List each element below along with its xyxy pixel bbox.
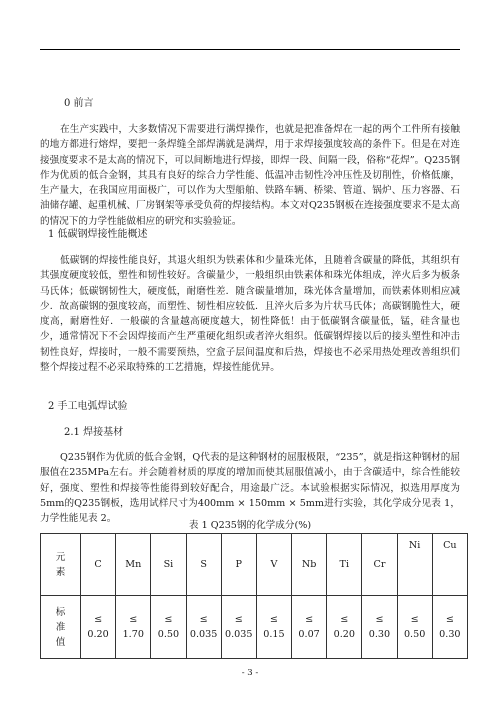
value-cell — [327, 596, 362, 659]
table-1-caption: 表 1 Q235钢的化学成分(%) — [188, 520, 312, 531]
page-number: - 3 - — [241, 668, 259, 678]
value-number: 0.035 — [189, 629, 218, 640]
le-symbol: ≤ — [199, 614, 208, 625]
element-cell — [151, 534, 186, 596]
element-name: V — [270, 559, 278, 570]
element-cell — [186, 534, 221, 596]
element-name: Mn — [125, 559, 142, 570]
header-label-cell — [41, 534, 81, 596]
le-symbol: ≤ — [445, 614, 454, 625]
table-header-row — [41, 534, 468, 596]
element-name: P — [235, 559, 242, 570]
section-2-1-heading: 2.1 焊接基材 — [64, 427, 124, 438]
value-cell — [116, 596, 151, 659]
value-number: 0.30 — [368, 629, 391, 640]
value-cell — [186, 596, 221, 659]
value-cell — [362, 596, 397, 659]
element-cell — [362, 534, 397, 596]
element-name: Nb — [301, 559, 317, 570]
row-label-cell — [41, 596, 81, 659]
preface-heading: 0 前言 — [64, 98, 94, 109]
element-cell — [81, 534, 116, 596]
element-name: Cr — [373, 559, 386, 570]
element-name: C — [94, 559, 102, 570]
value-number: 0.20 — [333, 629, 355, 640]
row-label: 标准值 — [55, 606, 66, 648]
preface-paragraph: 在生产实践中，大多数情况下需要进行满焊操作，也就是把准备焊在一起的两个工件所有接触的地方都进行熔焊，要把一条焊缝全部焊满就是满焊，用于求焊接强度较高的条件下。但是在对连接强度要求不是太高的情况下，可以间断地进行焊接，即焊一段、间隔一段，俗称“花焊”。Q235钢作为优质的低合金钢，其具有良好的综合力学性能、低温冲击韧性冷冲压性及切削性，价格低廉，生产量大，在我国应用面极广，可以作为大型船舶、铁路车辆、桥梁、管道、锅炉、压力容器、石油储存罐、起重机械、厂房钢架等承受负荷的焊接结构。本文对Q235钢板在连接强度要求不是太高的情况下的力学性能做相应的研究和实验验证。 — [40, 124, 460, 227]
element-name: Ni — [408, 540, 421, 551]
le-symbol: ≤ — [269, 614, 278, 625]
le-symbol: ≤ — [234, 614, 243, 625]
header-label: 元素 — [55, 551, 66, 578]
section-1-heading: 1 低碳钢焊接性能概述 — [48, 229, 148, 240]
value-number: 0.07 — [298, 629, 320, 640]
element-cell — [397, 534, 432, 596]
value-cell — [221, 596, 256, 659]
le-symbol: ≤ — [410, 614, 419, 625]
value-number: 0.30 — [439, 629, 461, 640]
value-cell — [292, 596, 327, 659]
le-symbol: ≤ — [305, 614, 314, 625]
value-number: 0.035 — [225, 629, 253, 640]
value-number: 0.50 — [403, 629, 426, 640]
le-symbol: ≤ — [340, 614, 349, 625]
value-cell — [151, 596, 186, 659]
table-value-row — [41, 596, 468, 659]
element-name: Ti — [339, 559, 350, 570]
le-symbol: ≤ — [164, 614, 173, 625]
section-2-1-paragraph: Q235钢作为优质的低合金钢，Q代表的是这种钢材的屈服极限，“235”，就是指这种钢材的屈服值在235MPa左右。并会随着材质的厚度的增加而使其屈服值减小，由于含碳适中，综合性能较好，强度、塑性和焊接等性能得到较好配合，用途最广泛。本试验根据实际情况，拟选用厚度为5mm的Q235钢板，选用试样尺寸为400mm × 150mm × 5mm进行实验，其化学成分见表 1，力学性能见表 2。 — [40, 452, 460, 525]
element-name: Si — [163, 559, 174, 570]
value-number: 0.15 — [263, 629, 285, 640]
element-name: S — [200, 559, 207, 570]
element-cell — [327, 534, 362, 596]
element-name: Cu — [443, 540, 457, 551]
value-number: 1.70 — [122, 629, 144, 640]
element-cell — [432, 534, 467, 596]
value-cell — [432, 596, 467, 659]
element-cell — [116, 534, 151, 596]
le-symbol: ≤ — [129, 614, 138, 625]
value-number: 0.20 — [87, 629, 109, 640]
value-cell — [81, 596, 116, 659]
value-number: 0.50 — [157, 629, 180, 640]
chemical-composition-table — [40, 533, 468, 659]
le-symbol: ≤ — [375, 614, 384, 625]
value-cell — [397, 596, 432, 659]
header-rule — [40, 49, 460, 50]
element-cell — [256, 534, 291, 596]
element-cell — [221, 534, 256, 596]
section-1-paragraph: 低碳钢的焊接性能良好，其退火组织为铁素体和少量珠光体，且随着含碳量的降低，其组织有其强度硬度较低，塑性和韧性较好。含碳量少，一般组织由铁素体和珠光体组成，淬火后多为板条马氏体；低碳钢韧性大，硬度低，耐磨性差．随含碳量增加，珠光体含量增加，而铁素体则相应减少．故高碳钢的强度较高，而塑性、韧性相应较低．且淬火后多为片状马氏体；高碳钢脆性大，硬度高，耐磨性好．一般碳的含量越高硬度越大，韧性降低！由于低碳钢含碳量低，锰，硅含量也少，通常情况下不会因焊接而产生严重硬化组织或者淬火组织。低碳钢焊接以后的接头塑性和冲击韧性良好，焊接时，一般不需要预热，空盒子层间温度和后热，焊接也不必采用热处理改善组织们整个焊接过程不必采取特殊的工艺措施，焊接性能优异。 — [40, 255, 460, 374]
le-symbol: ≤ — [94, 614, 103, 625]
value-cell — [256, 596, 291, 659]
element-cell — [292, 534, 327, 596]
section-2-heading: 2 手工电弧焊试验 — [48, 401, 128, 412]
